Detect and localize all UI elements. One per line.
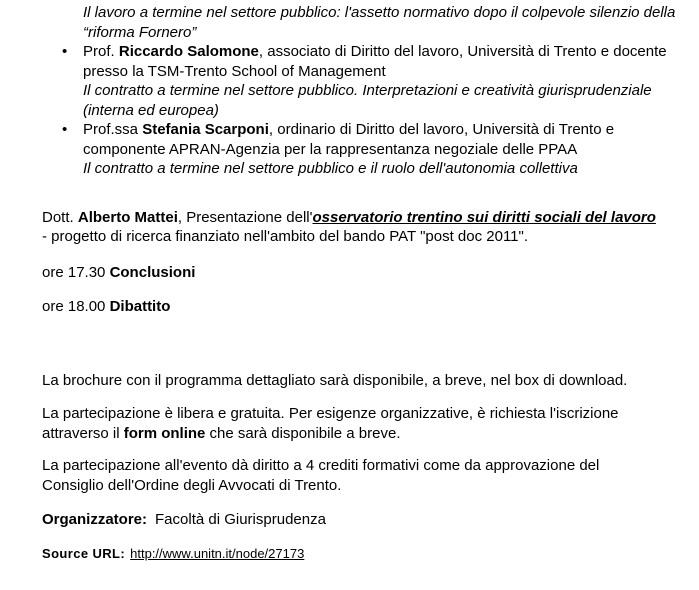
credits-paragraph: La partecipazione all'evento dà diritto a 4 crediti formativi come da approvazione del Consiglio dell'Ordine degli Avvocati di Trento. xyxy=(42,457,600,494)
previous-talk-title: Il lavoro a termine nel settore pubblico: l'assetto normativo dopo il colpevole silenzio della “riforma Fornero” xyxy=(83,4,676,41)
presentation-middle-text: , Presentazione dell' xyxy=(177,208,313,226)
organizer-value: Facoltà di Giurisprudenza xyxy=(155,511,326,528)
speaker-item xyxy=(62,120,679,179)
presenter-prefix: Dott. xyxy=(42,208,78,226)
speakers-list xyxy=(62,42,679,179)
schedule-time: ore 18.00 xyxy=(42,298,110,315)
source-url-link[interactable]: http://www.unitn.it/node/27173 xyxy=(130,545,305,561)
schedule-label: Dibattito xyxy=(109,298,171,315)
speaker-prefix: Prof.ssa xyxy=(83,121,143,138)
speaker-affiliation: , associato di Diritto del lavoro, Università di Trento e docente presso la TSM-Trento School of Management xyxy=(83,43,667,80)
presentation-paragraph xyxy=(42,208,692,247)
bullet-icon: • xyxy=(62,121,68,138)
form-online-text: form online xyxy=(123,424,206,442)
organizer-label: Organizzatore: xyxy=(42,511,148,528)
source-url-line xyxy=(42,545,691,562)
schedule-label: Conclusioni xyxy=(109,263,196,281)
registration-text-after: che sarà disponibile a breve. xyxy=(205,424,401,442)
talk-title: Il contratto a termine nel settore pubblico. Interpretazioni e creatività giurisprudenziale (interna ed europea) xyxy=(83,82,652,119)
speaker-prefix: Prof. xyxy=(83,43,119,60)
speaker-name: Riccardo Salomone xyxy=(118,43,259,60)
speaker-name: Stefania Scarponi xyxy=(142,121,269,138)
registration-paragraph xyxy=(42,404,662,443)
schedule-time: ore 17.30 xyxy=(42,263,110,281)
source-url-label: Source URL: xyxy=(42,545,126,561)
osservatorio-link[interactable]: osservatorio trentino sui diritti sociali del lavoro xyxy=(312,208,656,226)
organizer-line xyxy=(42,510,691,530)
brochure-paragraph: La brochure con il programma dettagliato sarà disponibile, a breve, nel box di download. xyxy=(42,371,628,389)
talk-title: Il contratto a termine nel settore pubblico e il ruolo dell'autonomia collettiva xyxy=(83,160,578,177)
bullet-icon: • xyxy=(62,43,68,60)
registration-text-before: La partecipazione è libera e gratuita. Per esigenze organizzative, è richiesta l'iscrizione attraverso il xyxy=(42,405,619,442)
speaker-affiliation: , ordinario di Diritto del lavoro, Università di Trento e componente APRAN-Agenzia per la rappresentanza negoziale delle PPAA xyxy=(83,121,615,158)
presenter-name: Alberto Mattei xyxy=(77,208,178,226)
schedule-item-conclusioni xyxy=(42,263,691,283)
presentation-suffix-text: - progetto di ricerca finanziato nell'ambito del bando PAT "post doc 2011". xyxy=(42,228,529,245)
speaker-item xyxy=(62,42,679,120)
schedule-item-dibattito xyxy=(42,297,691,317)
